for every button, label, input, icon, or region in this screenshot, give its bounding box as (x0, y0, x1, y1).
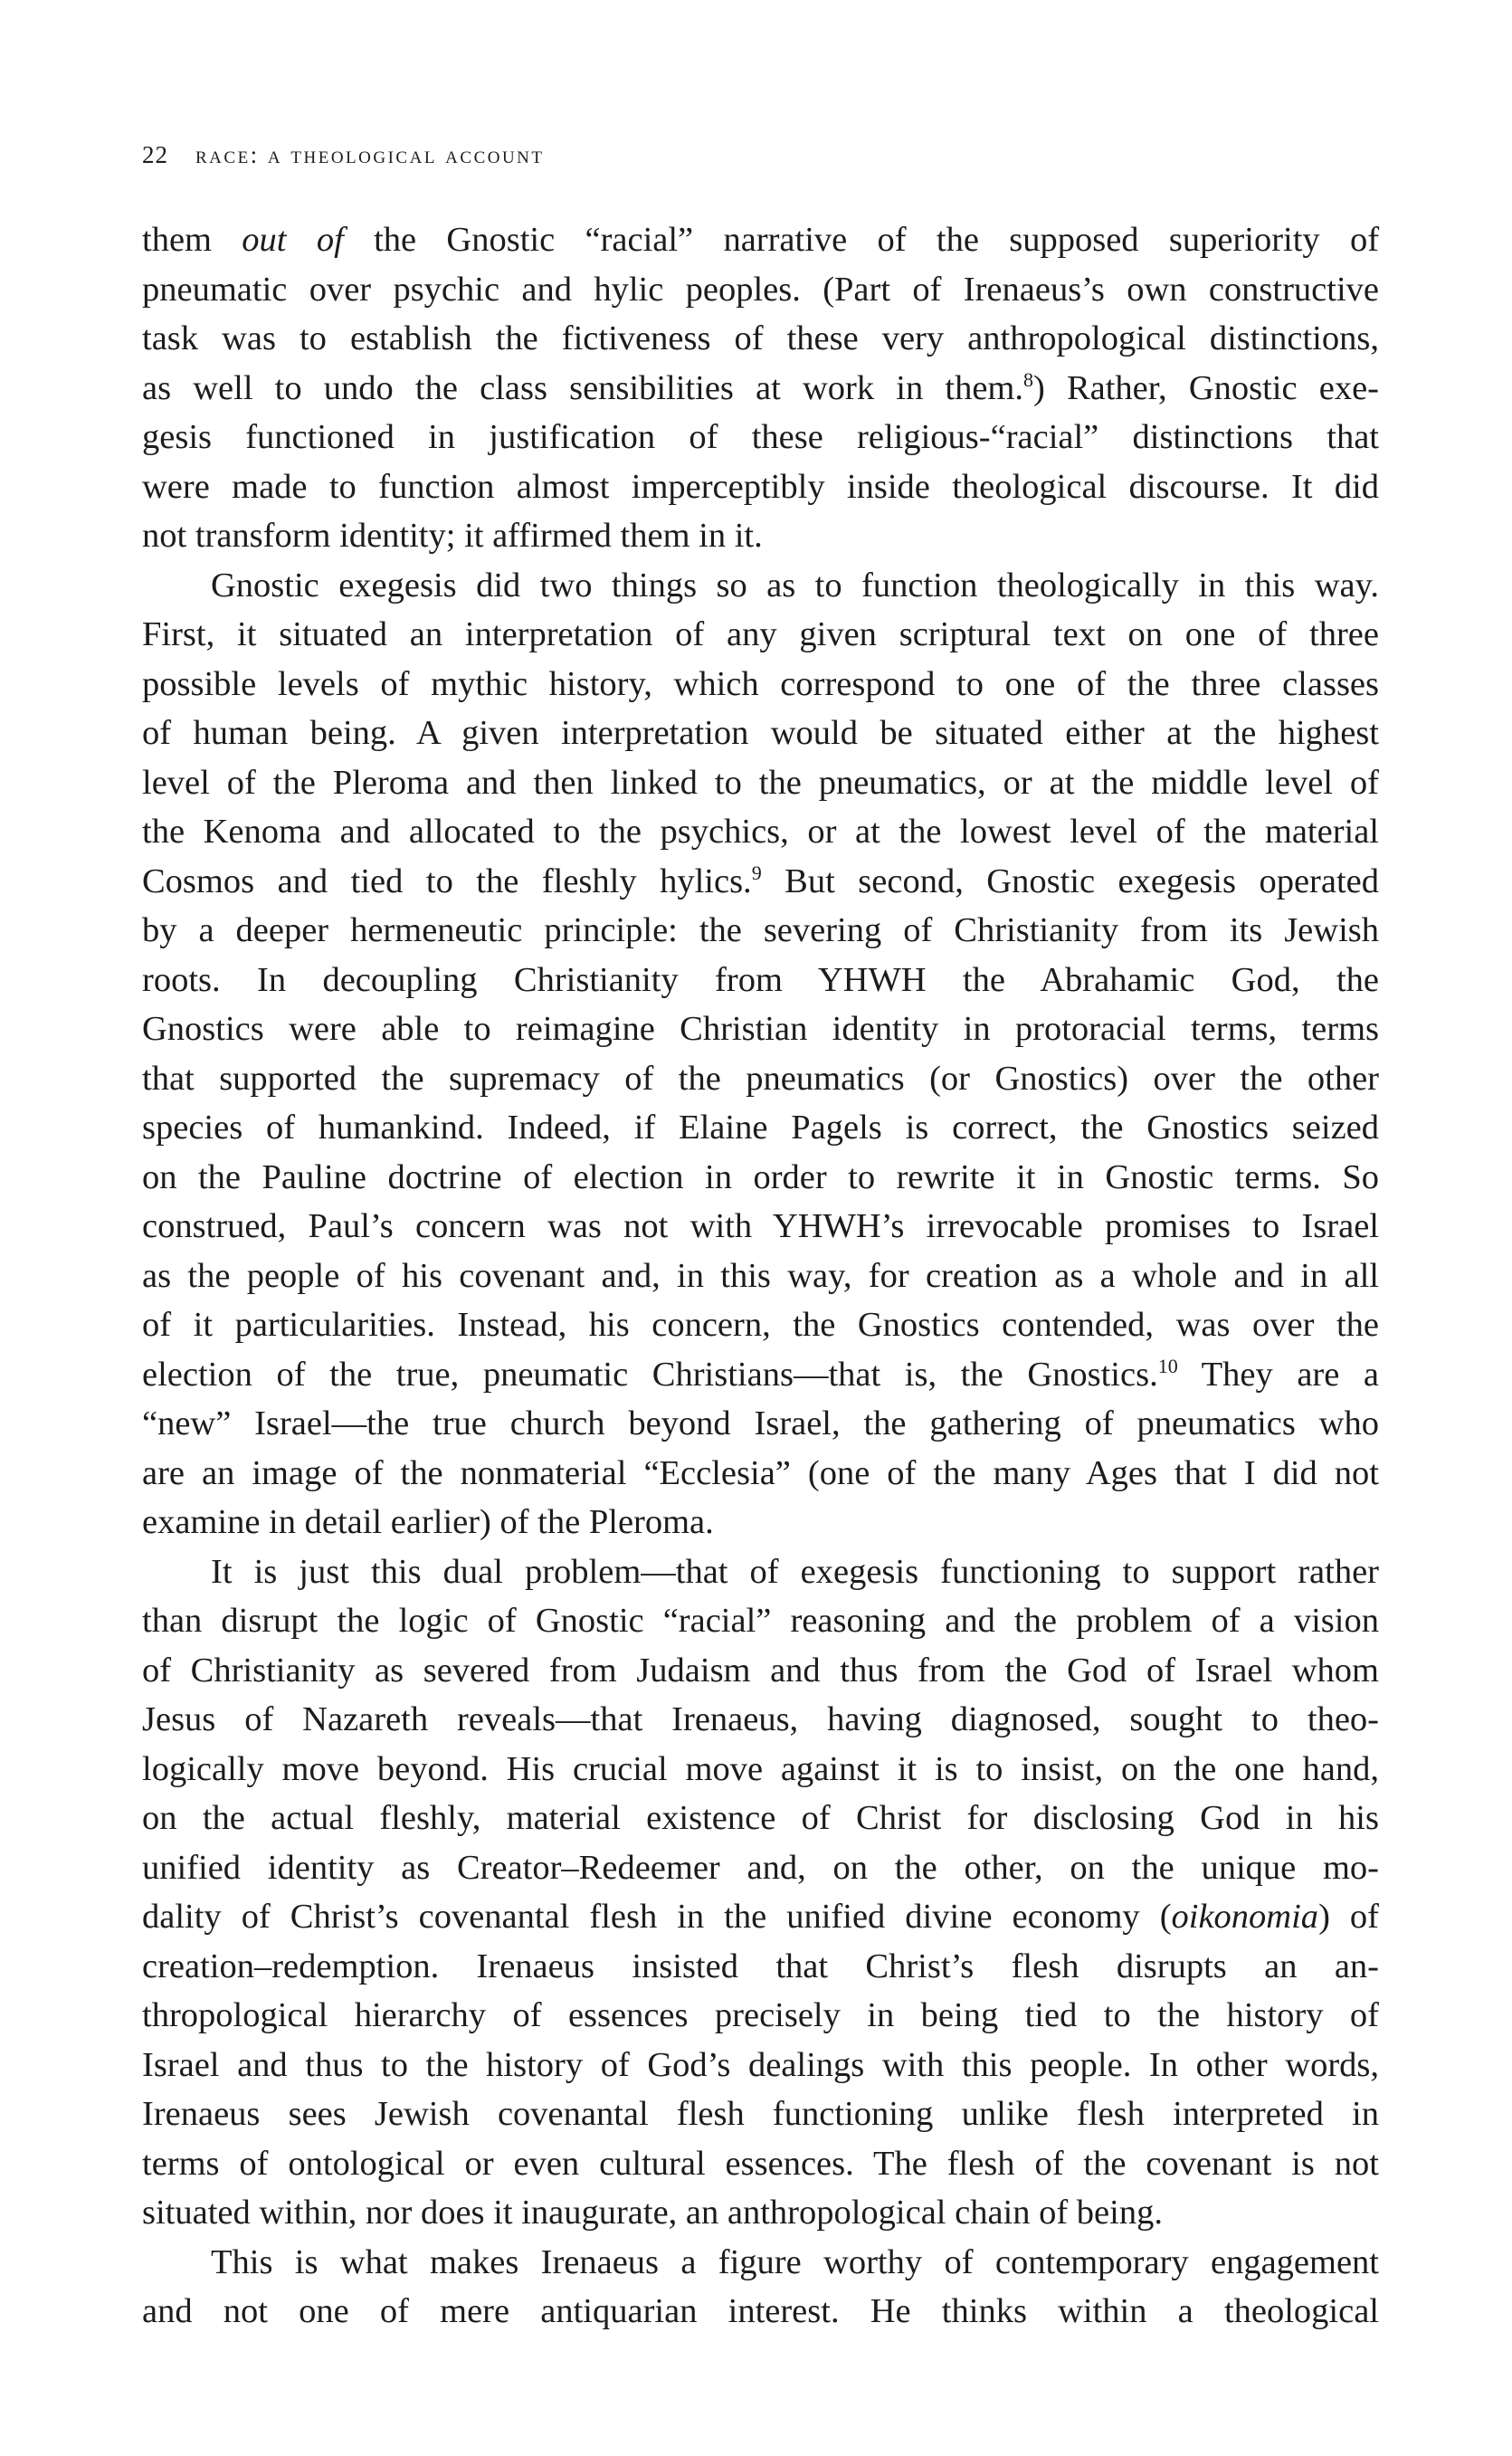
text-line: possible levels of mythic history, which correspond to one of the three classes (142, 664, 1379, 703)
text-line: terms of ontological or even cultural essences. The flesh of the covenant is not (142, 2144, 1379, 2183)
text-line: logically move beyond. His crucial move against it is to insist, on the one hand, (142, 1749, 1379, 1788)
text-line: First, it situated an interpretation of any given scriptural text on one of three (142, 615, 1379, 653)
text-line: were made to function almost imperceptibly inside theological discourse. It did (142, 467, 1379, 506)
body-text (142, 215, 1379, 2337)
text-line: that supported the supremacy of the pneumatics (or Gnostics) over the other (142, 1059, 1379, 1098)
text-line: construed, Paul’s concern was not with YHWH’s irrevocable promises to Israel (142, 1207, 1379, 1245)
text-line: Irenaeus sees Jewish covenantal flesh functioning unlike flesh interpreted in (142, 2095, 1379, 2133)
text-line: This is what makes Irenaeus a figure worthy of contemporary engagement (211, 2242, 1379, 2281)
text-line: dality of Christ’s covenantal flesh in the unified divine economy (oikonomia) of (142, 1898, 1379, 1936)
paragraph-2 (142, 561, 1379, 1547)
text-line: are an image of the nonmaterial “Ecclesia” (one of the many Ages that I did not (142, 1453, 1379, 1492)
paragraph-3 (142, 1547, 1379, 2238)
text-line: the Kenoma and allocated to the psychics, or at the lowest level of the material (142, 813, 1379, 851)
text-line: on the actual fleshly, material existence of Christ for disclosing God in his (142, 1799, 1379, 1837)
text-line: species of humankind. Indeed, if Elaine Pagels is correct, the Gnostics seized (142, 1109, 1379, 1147)
paragraph-1 (142, 215, 1379, 561)
footnote-ref: 8 (1022, 367, 1033, 391)
footnote-ref: 10 (1157, 1354, 1178, 1377)
text-line: as the people of his covenant and, in this way, for creation as a whole and in all (142, 1256, 1379, 1295)
text-line: thropological hierarchy of essences precisely in being tied to the history of (142, 1996, 1379, 2034)
text-line: of Christianity as severed from Judaism and thus from the God of Israel whom (142, 1651, 1379, 1690)
text-line: Gnostics were able to reimagine Christian identity in protoracial terms, terms (142, 1010, 1379, 1048)
text-line: creation–redemption. Irenaeus insisted that Christ’s flesh disrupts an an- (142, 1947, 1379, 1985)
text-line: level of the Pleroma and then linked to the pneumatics, or at the middle level of (142, 763, 1379, 802)
running-head (142, 141, 545, 169)
footnote-ref: 9 (751, 861, 762, 884)
paragraph-4 (142, 2238, 1379, 2337)
text-line: situated within, nor does it inaugurate, an anthropological chain of being. (142, 2194, 1163, 2232)
text-line: roots. In decoupling Christianity from YHWH the Abrahamic God, the (142, 960, 1379, 999)
text-line: examine in detail earlier) of the Pleroma. (142, 1503, 714, 1541)
text-line: not transform identity; it affirmed them in it. (142, 517, 763, 555)
text-line: Gnostic exegesis did two things so as to function theologically in this way. (211, 566, 1379, 604)
text-line: task was to establish the fictiveness of these very anthropological distinctions, (142, 319, 1379, 357)
text-line: “new” Israel—the true church beyond Israel, the gathering of pneumatics who (142, 1404, 1379, 1442)
running-head-title: race: a theological account (195, 141, 545, 168)
page-number: 22 (142, 141, 168, 168)
text-line: gesis functioned in justification of these religious-“racial” distinctions that (142, 418, 1379, 456)
text-line: as well to undo the class sensibilities at work in them.$^8$) Rather, Gnostic exe- (142, 367, 1379, 407)
text-line: Jesus of Nazareth reveals—that Irenaeus, having diagnosed, sought to theo- (142, 1700, 1379, 1738)
text-line: by a deeper hermeneutic principle: the severing of Christianity from its Jewish (142, 911, 1379, 949)
text-line: of human being. A given interpretation would be situated either at the highest (142, 714, 1379, 752)
text-line: election of the true, pneumatic Christians—that is, the Gnostics.$^{10}$ They are a (142, 1354, 1380, 1394)
text-line: pneumatic over psychic and hylic peoples. (Part of Irenaeus’s own constructive (142, 270, 1379, 309)
text-line: than disrupt the logic of Gnostic “racial” reasoning and the problem of a vision (142, 1602, 1379, 1640)
text-line: and not one of mere antiquarian interest. He thinks within a theological (142, 2292, 1379, 2330)
text-line: them out of the Gnostic “racial” narrative of the supposed superiority of (142, 221, 1380, 259)
text-line: unified identity as Creator–Redeemer and, on the other, on the unique mo- (142, 1848, 1379, 1887)
text-line: on the Pauline doctrine of election in order to rewrite it in Gnostic terms. So (142, 1157, 1379, 1196)
text-line: of it particularities. Instead, his concern, the Gnostics contended, was over the (142, 1306, 1379, 1344)
text-line: Cosmos and tied to the fleshly hylics.$^9$ But second, Gnostic exegesis operated (142, 861, 1380, 900)
text-line: Israel and thus to the history of God’s dealings with this people. In other words, (142, 2045, 1379, 2084)
text-line: It is just this dual problem—that of exegesis functioning to support rather (211, 1552, 1379, 1591)
